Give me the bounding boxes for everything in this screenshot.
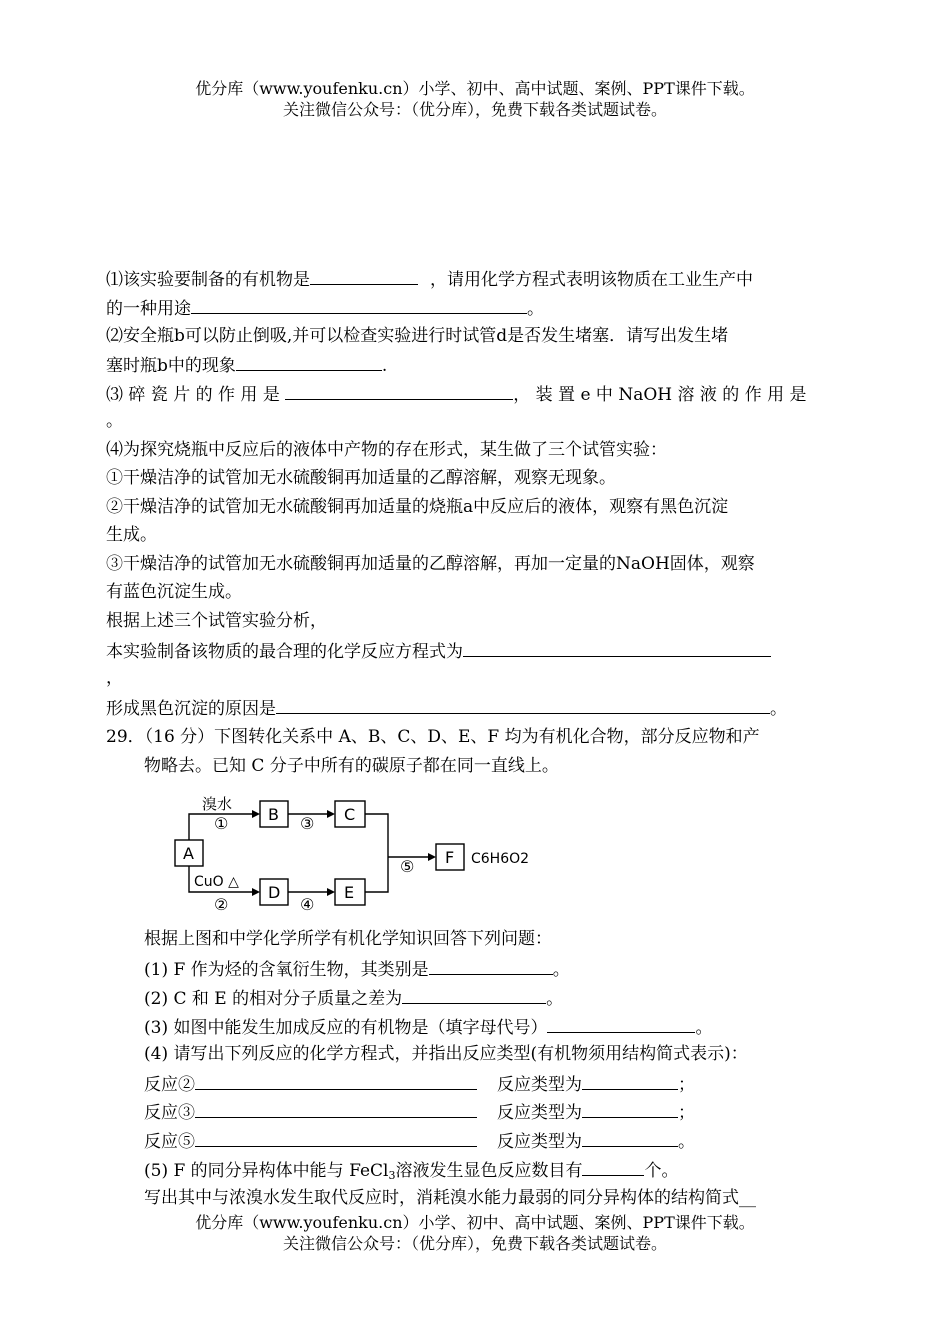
answer-blank[interactable] [463,639,771,657]
answer-blank[interactable] [276,696,770,714]
answer-blank[interactable] [582,1129,678,1147]
q29-reaction-2-row: 反应② 反应类型为 ； [144,1072,695,1096]
question-number: 29． [106,727,145,747]
answer-blank[interactable] [582,1072,678,1090]
footer-line-1: 优分库（www.youfenku.cn）小学、初中、高中试题、案例、PPT课件下载。 [195,1213,755,1232]
answer-blank[interactable] [310,267,418,285]
q28-exp3-line1: ③干燥洁净的试管加无水硫酸铜再加适量的乙醇溶解，再加一定量的NaOH固体，观察 [106,554,755,574]
answer-blank[interactable] [547,1015,695,1033]
answer-blank[interactable] [195,1072,477,1090]
step-4: ④ [300,895,315,914]
q29-intro: 根据上图和中学化学所学有机化学知识回答下列问题： [144,929,552,949]
label-F: F [445,848,455,867]
merge-bracket [365,814,388,892]
answer-blank[interactable] [582,1100,678,1118]
footer-line-2: 关注微信公众号：（优分库），免费下载各类试题试卷。 [282,1234,667,1253]
q28-part3-line2: 。 [106,411,123,431]
answer-blank[interactable] [429,957,553,975]
q29-sub3: (3) 如图中能发生加成反应的有机物是（填字母代号） 。 [144,1015,712,1039]
step-1: ① [214,814,229,833]
answer-blank[interactable] [195,1100,477,1118]
q28-part1-line2: 的一种用途 。 [106,296,544,320]
q28-exp2-line2: 生成。 [106,525,157,545]
answer-blank[interactable] [285,382,513,400]
step-2: ② [214,895,229,914]
formula-F: C6H6O2 [471,851,530,867]
label-A: A [183,844,194,863]
q29-sub5: (5) F 的同分异构体中能与 FeCl3溶液发生显色反应数目有 个。 [144,1158,678,1187]
page-header [0,78,950,120]
q29-sub1: (1) F 作为烃的含氧衍生物，其类别是 。 [144,957,570,981]
q28-exp2-line1: ②干燥洁净的试管加无水硫酸铜再加适量的烧瓶a中反应后的液体，观察有黑色沉淀 [106,497,729,517]
answer-blank[interactable] [191,296,527,314]
answer-blank[interactable] [582,1158,644,1176]
step-5: ⑤ [400,857,415,876]
answer-blank[interactable] [195,1129,477,1147]
label-B: B [268,805,279,824]
q28-part2-line2: 塞时瓶b中的现象 . [106,353,387,377]
header-line-2: 关注微信公众号：（优分库），免费下载各类试题试卷。 [282,100,667,119]
label-E: E [344,883,355,902]
label-D: D [268,883,281,902]
label-cuo-heat: CuO △ [194,874,239,890]
label-bromine-water: 溴水 [202,795,233,813]
q28-part2-line1: ⑵安全瓶b可以防止倒吸,并可以检查实验进行时试管d是否发生堵塞．请写出发生堵 [106,326,729,346]
answer-blank[interactable] [236,353,382,371]
q28-exp3-line2: 有蓝色沉淀生成。 [106,582,242,602]
reaction-scheme-diagram [168,790,558,920]
q28-analysis-intro: 根据上述三个试管实验分析， [106,611,327,631]
page-footer [0,1212,950,1254]
q29-reaction-3-row: 反应③ 反应类型为 ； [144,1100,695,1124]
q29-heading: 29．（16 分）下图转化关系中 A、B、C、D、E、F 均为有机化合物，部分反应物和产 [106,727,760,747]
q28-part3-line1: ⑶ 碎 瓷 片 的 作 用 是 ， 装 置 e 中 NaOH 溶 液 的 作 用 是 [106,382,807,406]
q28-black-precipitate-line: 形成黑色沉淀的原因是 。 [106,696,787,720]
q29-reaction-5-row: 反应⑤ 反应类型为 。 [144,1129,695,1153]
q29-heading-line2: 物略去。已知 C 分子中所有的碳原子都在同一直线上。 [144,756,559,776]
q28-part1-line1: ⑴该实验要制备的有机物是 ，请用化学方程式表明该物质在工业生产中 [106,267,753,291]
q29-sub2: (2) C 和 E 的相对分子质量之差为 。 [144,986,563,1010]
label-C: C [344,805,356,824]
step-3: ③ [300,814,315,833]
q28-comma: ， [106,668,123,688]
q28-equation-line: 本实验制备该物质的最合理的化学反应方程式为 [106,639,771,663]
answer-blank[interactable] [402,986,546,1004]
q29-sub4: (4) 请写出下列反应的化学方程式，并指出反应类型(有机物须用结构简式表示)： [144,1044,748,1064]
q28-exp1: ①干燥洁净的试管加无水硫酸铜再加适量的乙醇溶解，观察无现象。 [106,468,616,488]
header-line-1: 优分库（www.youfenku.cn）小学、初中、高中试题、案例、PPT课件下载。 [195,79,755,98]
q28-part4: ⑷为探究烧瓶中反应后的液体中产物的存在形式，某生做了三个试管实验： [106,440,667,460]
q29-sub5-structure: 写出其中与浓溴水发生取代反应时，消耗溴水能力最弱的同分异构体的结构简式__ [144,1188,756,1208]
